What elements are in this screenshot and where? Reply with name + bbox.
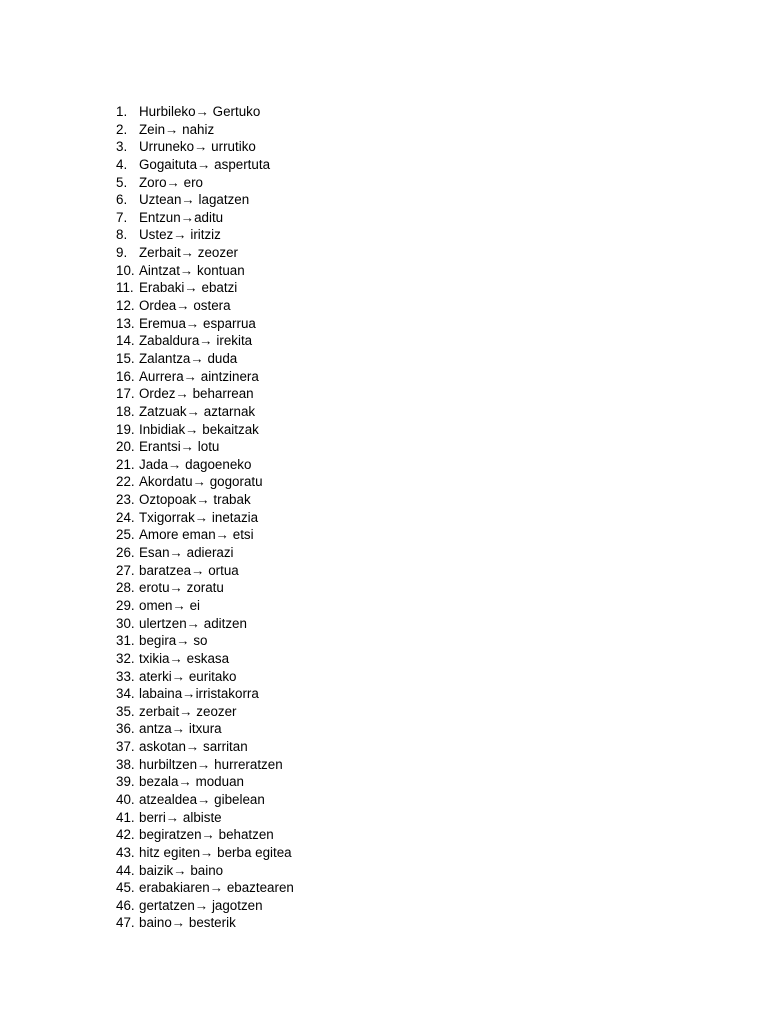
list-item-number: 15.: [116, 350, 135, 366]
list-item-text: Urruneko→ urrutiko: [139, 139, 256, 155]
list-item-text: askotan→ sarritan: [139, 739, 248, 755]
list-item-number: 20.: [116, 439, 135, 455]
list-item-text: Ordea→ ostera: [139, 298, 231, 314]
list-item: [116, 473, 294, 491]
list-item-text: labaina→irristakorra: [139, 686, 259, 702]
list-item: [116, 262, 294, 280]
list-item: [116, 509, 294, 527]
list-item: [116, 579, 294, 597]
list-item-text: antza→ itxura: [139, 721, 222, 737]
list-item-text: Oztopoak→ trabak: [139, 492, 251, 508]
list-item: [116, 844, 294, 862]
list-item: [116, 315, 294, 333]
list-item-number: 24.: [116, 509, 135, 525]
list-item: [116, 156, 294, 174]
list-item-number: 27.: [116, 562, 135, 578]
list-item-number: 11.: [116, 280, 134, 296]
list-item-text: Ordez→ beharrean: [139, 386, 254, 402]
list-item-text: hurbiltzen→ hurreratzen: [139, 756, 283, 772]
list-item: [116, 244, 294, 262]
list-item-number: 4.: [116, 156, 128, 172]
list-item-text: Entzun→aditu: [139, 209, 224, 225]
list-item-number: 43.: [116, 844, 135, 860]
list-item-text: berri→ albiste: [139, 809, 222, 825]
list-item-number: 17.: [116, 386, 135, 402]
list-item: [116, 174, 294, 192]
list-item-text: Esan→ adierazi: [139, 545, 234, 561]
synonym-list: [116, 103, 294, 932]
list-item-text: erotu→ zoratu: [139, 580, 224, 596]
list-item: [116, 879, 294, 897]
list-item-text: Erabaki→ ebatzi: [139, 280, 238, 296]
list-item: [116, 703, 294, 721]
list-item-number: 25.: [116, 527, 135, 543]
list-item-text: begiratzen→ behatzen: [139, 827, 274, 843]
list-item-text: Uztean→ lagatzen: [139, 192, 250, 208]
list-item-text: Inbidiak→ bekaitzak: [139, 421, 259, 437]
list-item-text: ulertzen→ aditzen: [139, 615, 247, 631]
list-item-number: 8.: [116, 227, 128, 243]
list-item: [116, 562, 294, 580]
list-item: [116, 332, 294, 350]
list-item-text: Eremua→ esparrua: [139, 315, 256, 331]
list-item-text: Zein→ nahiz: [139, 121, 215, 137]
list-item-number: 40.: [116, 791, 135, 807]
list-item: [116, 138, 294, 156]
list-item: [116, 650, 294, 668]
list-item: [116, 421, 294, 439]
list-item-number: 32.: [116, 650, 135, 666]
list-item-text: Ustez→ iritziz: [139, 227, 221, 243]
list-item-text: Aurrera→ aintzinera: [139, 368, 259, 384]
list-item-text: Txigorrak→ inetazia: [139, 509, 259, 525]
list-item: [116, 491, 294, 509]
list-item-number: 31.: [116, 633, 135, 649]
list-item-text: gertatzen→ jagotzen: [139, 897, 263, 913]
list-item-number: 36.: [116, 721, 135, 737]
list-item: [116, 826, 294, 844]
list-item: [116, 685, 294, 703]
list-item: [116, 791, 294, 809]
list-item-number: 38.: [116, 756, 135, 772]
list-item-number: 22.: [116, 474, 135, 490]
list-item-number: 16.: [116, 368, 135, 384]
list-item: [116, 279, 294, 297]
list-item-text: Zoro→ ero: [139, 174, 203, 190]
list-item-text: baino→ besterik: [139, 915, 236, 931]
list-item-number: 42.: [116, 827, 135, 843]
list-item-number: 23.: [116, 492, 135, 508]
list-item-text: Jada→ dagoeneko: [139, 456, 252, 472]
list-item-text: baizik→ baino: [139, 862, 224, 878]
list-item: [116, 738, 294, 756]
list-item: [116, 226, 294, 244]
list-item: [116, 862, 294, 880]
list-item-text: bezala→ moduan: [139, 774, 244, 790]
list-item-number: 9.: [116, 245, 128, 261]
list-item: [116, 756, 294, 774]
list-item: [116, 914, 294, 932]
list-item: [116, 103, 294, 121]
list-item: [116, 350, 294, 368]
list-item-number: 26.: [116, 545, 135, 561]
list-item-number: 14.: [116, 333, 135, 349]
list-item-number: 6.: [116, 192, 128, 208]
list-item-number: 1.: [116, 104, 128, 119]
list-item-text: Zerbait→ zeozer: [139, 245, 238, 261]
list-item-number: 37.: [116, 739, 135, 755]
list-item-text: Zabaldura→ irekita: [139, 333, 253, 349]
list-item: [116, 809, 294, 827]
list-item-text: Erantsi→ lotu: [139, 439, 220, 455]
list-item-text: Aintzat→ kontuan: [139, 262, 245, 278]
list-item-text: Hurbileko→ Gertuko: [139, 104, 261, 119]
list-item-text: baratzea→ ortua: [139, 562, 239, 578]
list-item: [116, 897, 294, 915]
list-item-number: 12.: [116, 298, 135, 314]
list-item-number: 3.: [116, 139, 128, 155]
list-item-text: Gogaituta→ aspertuta: [139, 156, 271, 172]
list-item: [116, 720, 294, 738]
list-item-text: aterki→ euritako: [139, 668, 237, 684]
list-item: [116, 209, 294, 227]
list-item-number: 44.: [116, 862, 135, 878]
list-item-number: 41.: [116, 809, 135, 825]
list-item: [116, 526, 294, 544]
list-item: [116, 668, 294, 686]
list-item-number: 28.: [116, 580, 135, 596]
list-item-number: 13.: [116, 315, 135, 331]
list-item-number: 45.: [116, 880, 135, 896]
list-item-text: txikia→ eskasa: [139, 650, 230, 666]
list-item: [116, 121, 294, 139]
list-item: [116, 403, 294, 421]
list-item-number: 29.: [116, 597, 135, 613]
list-item-text: zerbait→ zeozer: [139, 703, 237, 719]
list-item: [116, 456, 294, 474]
list-item-number: 10.: [116, 262, 135, 278]
list-item-text: erabakiaren→ ebaztearen: [139, 880, 294, 896]
list-item-number: 34.: [116, 686, 135, 702]
list-item-number: 2.: [116, 121, 128, 137]
list-item-text: Zatzuak→ aztarnak: [139, 403, 256, 419]
list-item-number: 21.: [116, 456, 135, 472]
list-item-number: 18.: [116, 403, 135, 419]
list-item-number: 47.: [116, 915, 135, 931]
list-item: [116, 632, 294, 650]
list-item-number: 7.: [116, 209, 128, 225]
list-item: [116, 438, 294, 456]
list-item: [116, 773, 294, 791]
list-item: [116, 297, 294, 315]
list-item: [116, 385, 294, 403]
list-item: [116, 191, 294, 209]
list-item-number: 19.: [116, 421, 135, 437]
list-item-number: 39.: [116, 774, 135, 790]
list-item-number: 35.: [116, 703, 135, 719]
list-item-text: hitz egiten→ berba egitea: [139, 844, 292, 860]
list-item-text: Zalantza→ duda: [139, 350, 238, 366]
list-item-text: Amore eman→ etsi: [139, 527, 254, 543]
list-item: [116, 544, 294, 562]
list-item: [116, 615, 294, 633]
list-item-number: 30.: [116, 615, 135, 631]
list-item-text: atzealdea→ gibelean: [139, 791, 265, 807]
list-item: [116, 368, 294, 386]
list-item-number: 5.: [116, 174, 128, 190]
list-item-text: begira→ so: [139, 633, 208, 649]
list-item-text: omen→ ei: [139, 597, 201, 613]
list-item: [116, 597, 294, 615]
list-item-text: Akordatu→ gogoratu: [139, 474, 263, 490]
list-item-number: 33.: [116, 668, 135, 684]
list-item-number: 46.: [116, 897, 135, 913]
